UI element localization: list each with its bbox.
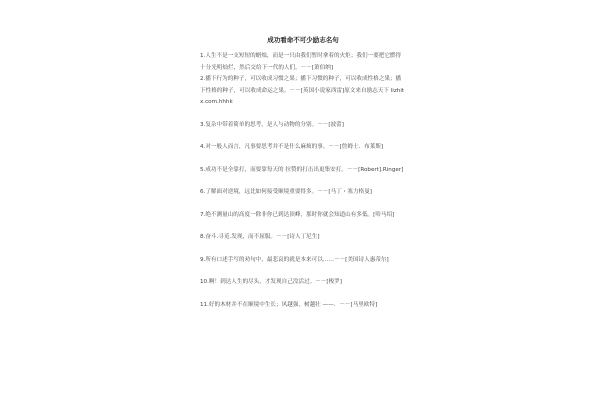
quote-11: 11.好的木材并不在顺境中生长；风越强，树越壮 ——．－－[马里欧特] [200, 301, 378, 308]
spacer [200, 266, 406, 277]
quote-5: 5.成功不是全靠打，而要靠每天的 拉赞的打击出更集安打。－－[Robert].Ringer] [200, 166, 404, 173]
quote-4: 4.对一般人而言，凡事要思考并不是什么麻烦的事。－－[詹姆士．布莱斯] [200, 144, 384, 150]
spacer [200, 131, 406, 142]
document-page [200, 36, 406, 311]
spacer [200, 109, 406, 120]
spacer [200, 154, 406, 165]
quote-6: 6.了解面对逆境，远比如何接受顺境重要得多。－－[马丁・塞力格曼] [200, 189, 372, 195]
spacer [200, 221, 406, 232]
quote-2: 2.播下行为的种子，可以收成习惯之果；播下习惯的种子，可以收成性格之果；播下性格的种子，可以收成命运之果。－－[英国小说家西雷]原文来自励志天下 lizhitx.com.hhhk [200, 76, 405, 105]
spacer [200, 244, 406, 255]
quote-8: 8.奋斗.寻觅.发现，而不屈服。－－[诗人丁尼生] [200, 234, 320, 240]
quote-1: 1.人生不是一支短短的蜡烛，而是一只由我们暂时拿着的火炬；我们一要把它燃得十分光明灿烂，然后交给下一代的人们。－－[萧伯纳] [200, 53, 402, 71]
quote-9: 9.所有口述手写的劝句中，最悲哀的就是本来可以……－－[美国诗人惠蒂尔] [200, 256, 389, 263]
quote-3: 3.复杂中带着简单的思考，是人与动物的分别。－－[波蕾] [200, 121, 344, 128]
spacer [200, 199, 406, 210]
quote-10: 10.啊！到达人生的尽头，才发现自己没活过。－－[梭罗] [200, 279, 342, 285]
spacer [200, 289, 406, 300]
spacer [200, 176, 406, 187]
document-title: 成功看命不可少励志名句 [267, 36, 339, 44]
quote-7: 7.绝不测量山的高度一除非你已到达顶峰，那时你就会知道山有多低。[哈马绍] [200, 211, 395, 218]
